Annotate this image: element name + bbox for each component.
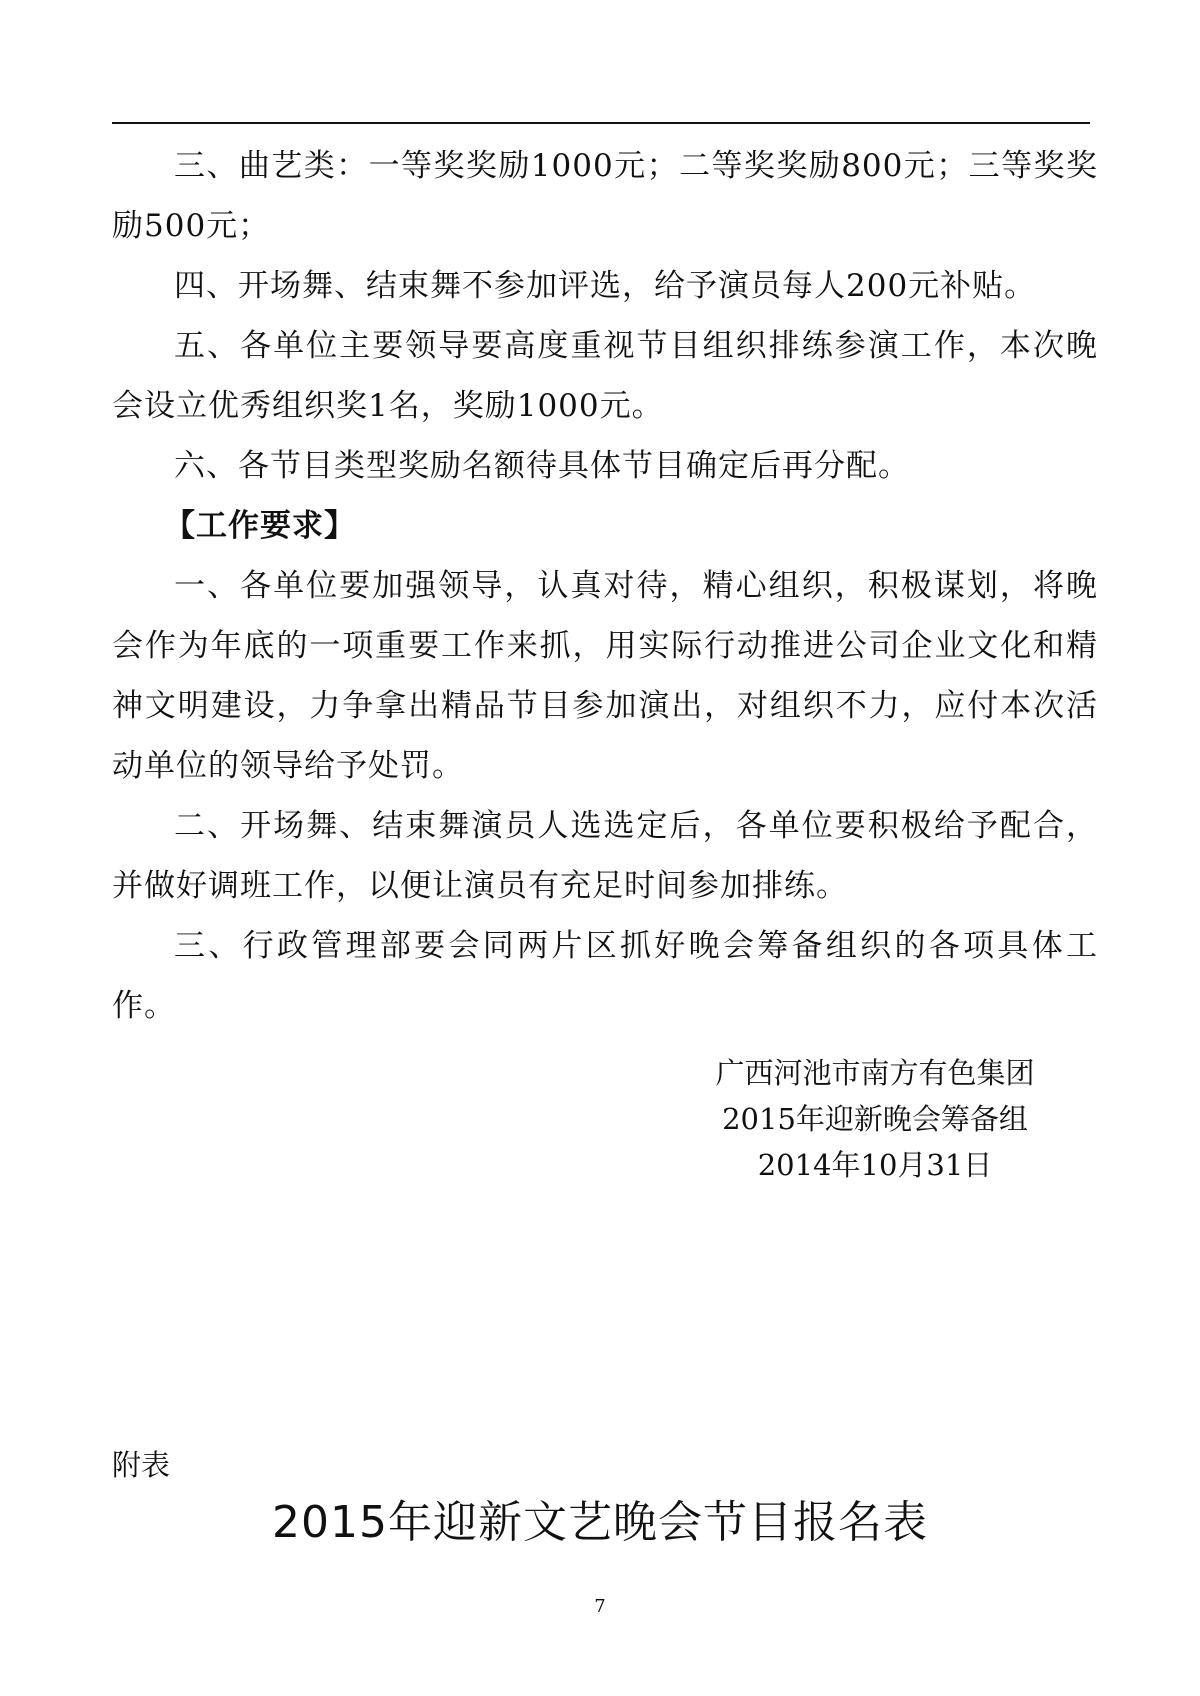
award-paragraph-3: 五、各单位主要领导要高度重视节目组织排练参演工作，本次晚会设立优秀组织奖1名，奖励1000元。	[112, 328, 1098, 424]
top-rule	[112, 122, 1090, 124]
page-number: 7	[594, 1596, 606, 1617]
award-paragraph-1: 三、曲艺类：一等奖奖励1000元；二等奖奖励800元；三等奖奖励500元；	[112, 148, 1098, 244]
award-paragraph-2: 四、开场舞、结束舞不参加评选，给予演员每人200元补贴。	[174, 268, 1037, 304]
requirement-paragraph-3: 三、行政管理部要会同两片区抓好晚会筹备组织的各项具体工作。	[112, 928, 1098, 1024]
signature-organization: 广西河池市南方有色集团	[715, 1056, 1035, 1090]
attachment-label: 附表	[112, 1448, 171, 1482]
requirement-paragraph-2: 二、开场舞、结束舞演员人选选定后，各单位要积极给予配合，并做好调班工作，以便让演员有充足时间参加排练。	[112, 808, 1098, 904]
award-paragraph-4: 六、各节目类型奖励名额待具体节目确定后再分配。	[174, 448, 910, 484]
body-text	[112, 136, 1098, 1036]
signature-committee: 2015年迎新晚会筹备组	[722, 1102, 1028, 1136]
attachment-title: 2015年迎新文艺晚会节目报名表	[272, 1497, 928, 1548]
section-heading-work-requirements: 【工作要求】	[164, 508, 356, 544]
requirement-paragraph-1: 一、各单位要加强领导，认真对待，精心组织，积极谋划，将晚会作为年底的一项重要工作来抓，用实际行动推进公司企业文化和精神文明建设，力争拿出精品节目参加演出，对组织不力，应付本次活动单位的领导给予处罚。	[112, 568, 1098, 784]
signature-date: 2014年10月31日	[757, 1148, 993, 1182]
signature-block	[700, 1050, 1100, 1188]
